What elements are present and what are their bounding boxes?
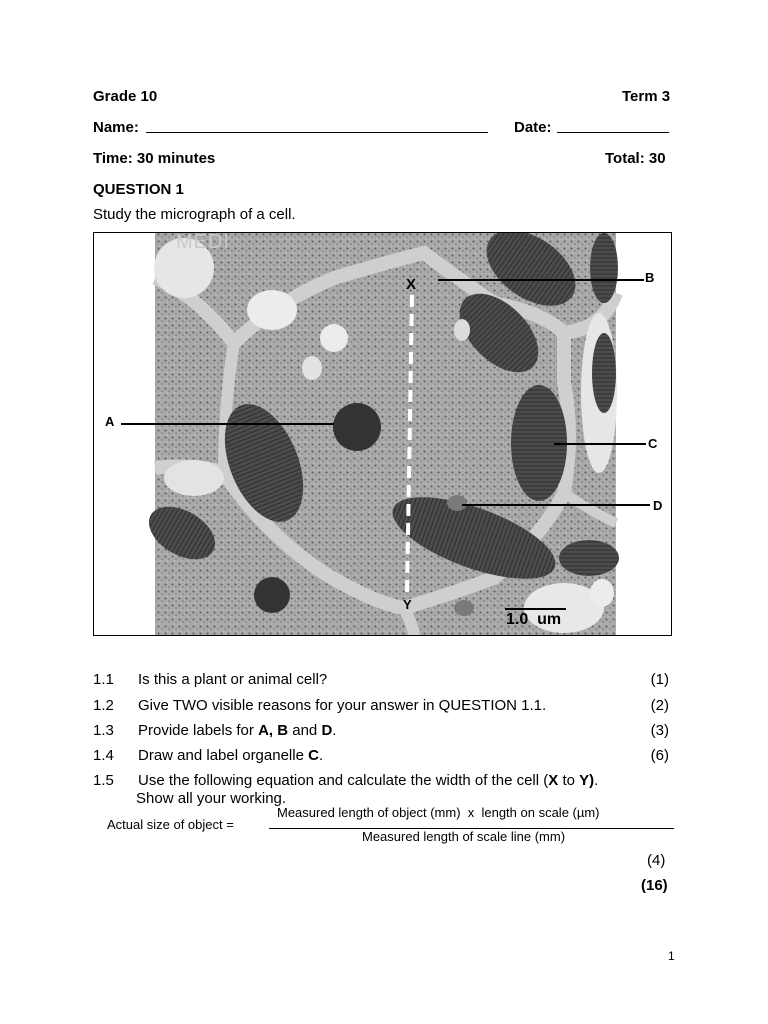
item-text: Provide labels for A, B and D. xyxy=(138,722,337,739)
item-1-1 xyxy=(93,671,673,691)
item-marks: (2) xyxy=(650,697,669,714)
time-label: Time: 30 minutes xyxy=(93,150,216,167)
item-number: 1.4 xyxy=(93,747,114,764)
label-b: B xyxy=(645,270,655,285)
item-1-5-line2: Show all your working. xyxy=(136,790,287,807)
label-c: C xyxy=(648,436,658,451)
term-label: Term 3 xyxy=(622,88,671,105)
total-marks: (16) xyxy=(641,877,668,894)
date-line[interactable] xyxy=(557,132,669,133)
item-number: 1.5 xyxy=(93,772,114,789)
label-a: A xyxy=(105,414,115,429)
scale-bar-label: 1.0 um xyxy=(506,611,562,628)
equation-denominator: Measured length of scale line (mm) xyxy=(362,829,566,844)
item-number: 1.2 xyxy=(93,697,114,714)
date-label: Date: xyxy=(514,119,552,136)
item-marks: (6) xyxy=(650,747,669,764)
name-label: Name: xyxy=(93,119,139,136)
equation-lhs: Actual size of object = xyxy=(107,817,234,832)
item-1-3 xyxy=(93,722,673,742)
question-intro: Study the micrograph of a cell. xyxy=(93,206,296,223)
question-heading: QUESTION 1 xyxy=(93,181,184,198)
watermark-text: MEDI xyxy=(176,232,230,253)
item-marks: (1) xyxy=(650,671,669,688)
item-1-2 xyxy=(93,697,673,717)
cell-micrograph xyxy=(94,233,672,636)
label-d: D xyxy=(653,498,663,513)
item-marks: (3) xyxy=(650,722,669,739)
item-number: 1.3 xyxy=(93,722,114,739)
page-number: 1 xyxy=(668,949,675,963)
item-number: 1.1 xyxy=(93,671,114,688)
item-text: Draw and label organelle C. xyxy=(138,747,324,764)
item-text: Is this a plant or animal cell? xyxy=(138,671,328,688)
item-text: Give TWO visible reasons for your answer in QUESTION 1.1. xyxy=(138,697,547,714)
item-text: Use the following equation and calculate the width of the cell (X to Y). xyxy=(138,772,599,789)
grade-label: Grade 10 xyxy=(93,88,158,105)
label-y: Y xyxy=(403,597,412,612)
equation-numerator: Measured length of object (mm) x length on scale (µm) xyxy=(277,805,600,820)
total-label: Total: 30 xyxy=(605,150,666,167)
cell-micrograph-figure xyxy=(93,232,672,636)
label-x: X xyxy=(406,276,417,293)
item-1-5 xyxy=(93,772,673,792)
name-line[interactable] xyxy=(146,132,488,133)
equation-marks: (4) xyxy=(647,852,666,869)
item-1-4 xyxy=(93,747,673,767)
